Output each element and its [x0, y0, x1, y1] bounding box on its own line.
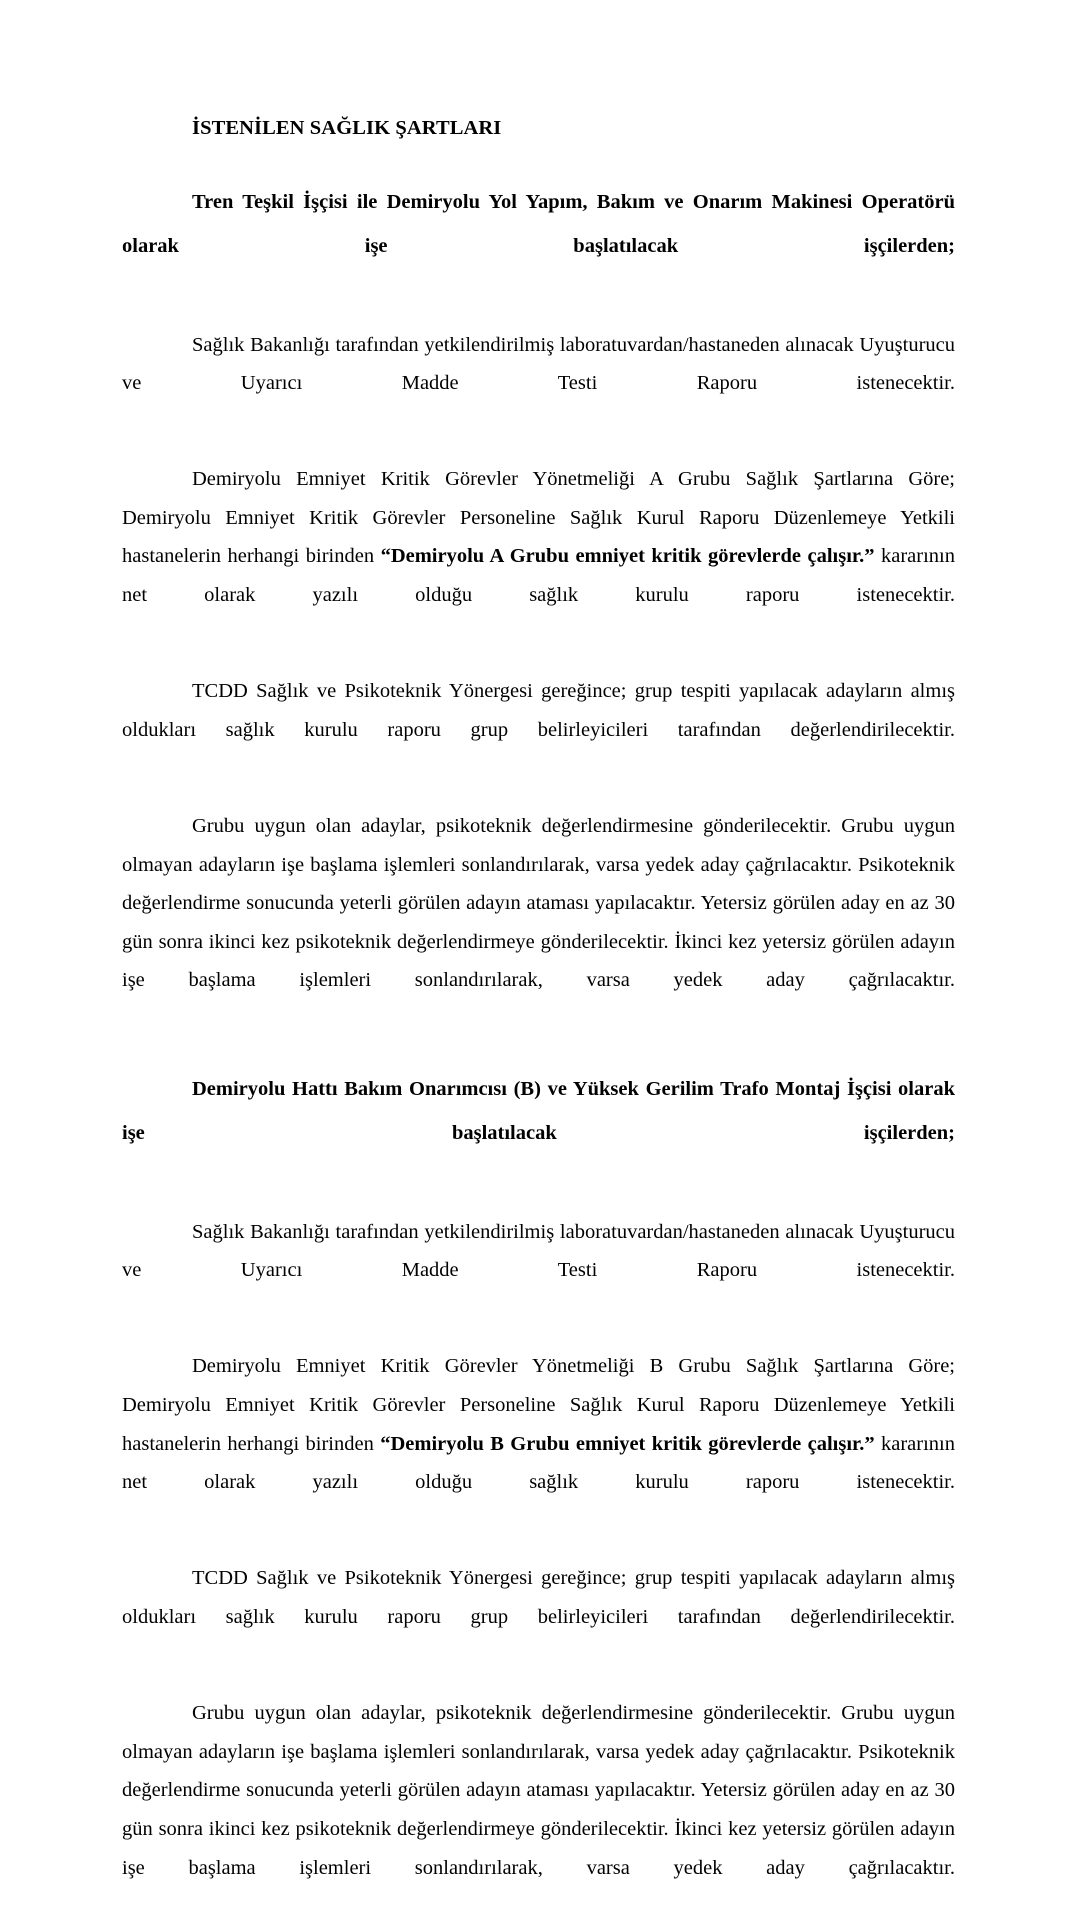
section-a-drug-test-paragraph: Sağlık Bakanlığı tarafından yetkilendirilmiş laboratuvardan/hastaneden alınacak Uyuşturucu ve Uyarıcı Madde Testi Raporu istenecektir. [122, 333, 955, 395]
section-a-board-report-paragraph [122, 460, 955, 653]
section-a-board-report-quote: “Demiryolu A Grubu emniyet kritik görevlerde çalışır.” [380, 545, 875, 568]
section-a-board-report-lead: Demiryolu Emniyet Kritik Görevler Yönetmeliği A Grubu Sağlık Şartlarına Göre; Demiryolu Emniyet Kritik Görevler Personeline Sağlık Kurul Raporu Düzenlemeye Yetkili hastanelerin herhangi birinden [122, 468, 955, 568]
section-b-drug-test-paragraph: Sağlık Bakanlığı tarafından yetkilendirilmiş laboratuvardan/hastaneden alınacak Uyuşturucu ve Uyarıcı Madde Testi Raporu istenecektir. [122, 1220, 955, 1282]
section-b-tcdd-paragraph: TCDD Sağlık ve Psikoteknik Yönergesi gereğince; grup tespiti yapılacak adayların almış oldukları sağlık kurulu raporu grup belirleyicileri tarafından değerlendirilecektir. [122, 1567, 955, 1628]
section-b-board-report-lead: Demiryolu Emniyet Kritik Görevler Yönetmeliği B Grubu Sağlık Şartlarına Göre; Demiryolu Emniyet Kritik Görevler Personeline Sağlık Kurul Raporu Düzenlemeye Yetkili hastanelerin herhangi birinden [122, 1355, 955, 1455]
document-body [122, 118, 955, 1926]
section-a-heading: Tren Teşkil İşçisi ile Demiryolu Yol Yapım, Bakım ve Onarım Makinesi Operatörü olarak işe başlatılacak işçilerden; [122, 190, 955, 257]
page-title: İSTENİLEN SAĞLIK ŞARTLARI [192, 117, 502, 139]
section-a-tcdd-paragraph: TCDD Sağlık ve Psikoteknik Yönergesi gereğince; grup tespiti yapılacak adayların almış oldukları sağlık kurulu raporu grup belirleyicileri tarafından değerlendirilecektir. [122, 680, 955, 741]
section-b-heading: Demiryolu Hattı Bakım Onarımcısı (B) ve Yüksek Gerilim Trafo Montaj İşçisi olarak işe başlatılacak işçilerden; [122, 1077, 955, 1144]
section-a-board-report-tail: kararının net olarak yazılı olduğu sağlık kurulu raporu istenecektir. [122, 545, 955, 607]
section-b-board-report-paragraph [122, 1347, 955, 1540]
section-b-psychotechnic-paragraph: Grubu uygun olan adaylar, psikoteknik değerlendirmesine gönderilecektir. Grubu uygun olmayan adayların işe başlama işlemleri sonlandırılarak, varsa yedek aday çağrılacaktır. Psikoteknik değerlendirme sonucunda yeterli görülen adayın ataması yapılacaktır. Yetersiz görülen aday en az 30 gün sonra ikinci kez psikoteknik değerlendirmeye gönderilecektir. İkinci kez yetersiz görülen adayın işe başlama işlemleri sonlandırılarak, varsa yedek aday çağrılacaktır. [122, 1702, 955, 1879]
section-b-board-report-tail: kararının net olarak yazılı olduğu sağlık kurulu raporu istenecektir. [122, 1432, 955, 1494]
section-b-board-report-quote: “Demiryolu B Grubu emniyet kritik görevlerde çalışır.” [380, 1432, 875, 1455]
section-a-psychotechnic-paragraph: Grubu uygun olan adaylar, psikoteknik değerlendirmesine gönderilecektir. Grubu uygun olmayan adayların işe başlama işlemleri sonlandırılarak, varsa yedek aday çağrılacaktır. Psikoteknik değerlendirme sonucunda yeterli görülen adayın ataması yapılacaktır. Yetersiz görülen aday en az 30 gün sonra ikinci kez psikoteknik değerlendirmeye gönderilecektir. İkinci kez yetersiz görülen adayın işe başlama işlemleri sonlandırılarak, varsa yedek aday çağrılacaktır. [122, 815, 955, 992]
